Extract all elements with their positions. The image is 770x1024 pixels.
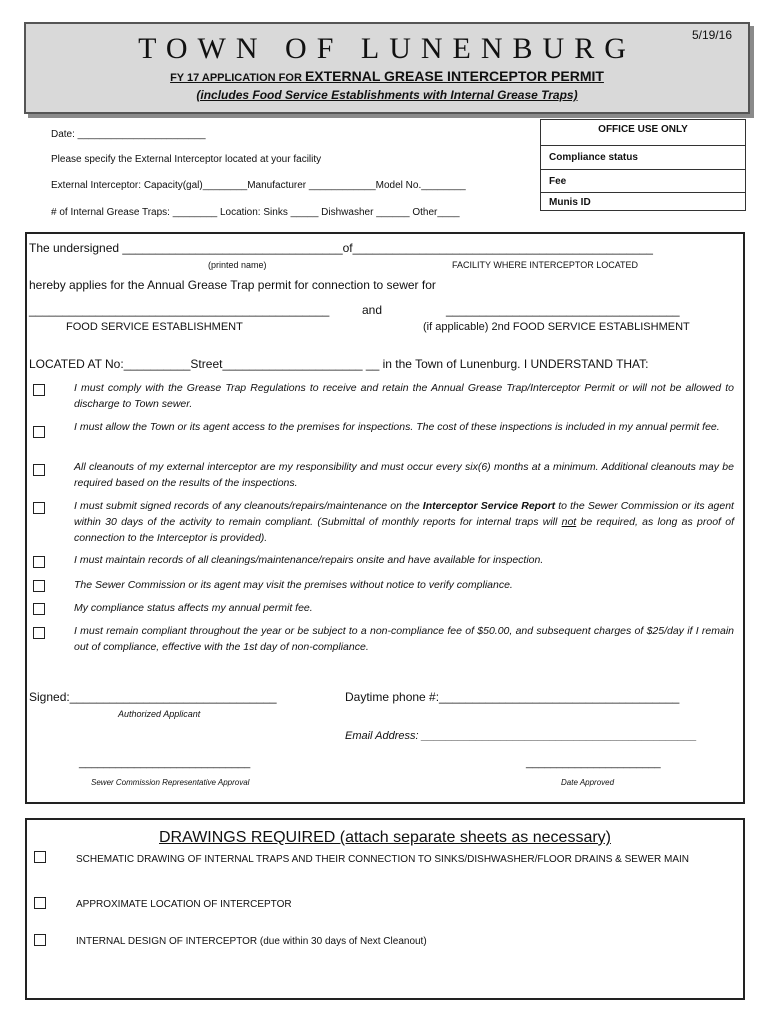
compliance-status-label: Compliance status: [549, 152, 638, 163]
munis-id-label: Munis ID: [549, 197, 591, 208]
agreement-item: [74, 600, 734, 616]
agreement-checkbox[interactable]: [33, 426, 45, 438]
agreement-checkbox[interactable]: [33, 627, 45, 639]
facility-label: FACILITY WHERE INTERCEPTOR LOCATED: [452, 260, 639, 270]
agreement-item: [74, 577, 734, 593]
drawing-checkbox[interactable]: [34, 851, 46, 863]
applies-text: hereby applies for the Annual Grease Trap permit for connection to sewer for: [29, 278, 436, 292]
agreement-text: I must submit signed records of any cleanouts/repairs/maintenance on the: [74, 500, 423, 512]
printed-name-label: (printed name): [208, 260, 267, 270]
agreement-checkbox[interactable]: [33, 502, 45, 514]
drawings-title: DRAWINGS REQUIRED (attach separate sheets as necessary): [159, 829, 611, 846]
office-divider: [541, 145, 745, 146]
header-banner: [24, 22, 750, 114]
office-use-title: OFFICE USE ONLY: [598, 124, 688, 135]
signed-field[interactable]: Signed:_______________________________: [29, 690, 277, 704]
agreement-checkbox[interactable]: [33, 580, 45, 592]
subtitle-part-b: EXTERNAL GREASE INTERCEPTOR PERMIT: [304, 68, 604, 84]
specify-text: Please specify the External Interceptor located at your facility: [51, 154, 322, 165]
agreement-text: to the Sewer Commission or its agent within 30 days of the activity to remain compliant. (Submittal of monthly reports for internal traps will: [74, 500, 734, 528]
authorized-applicant-label: Authorized Applicant: [118, 709, 201, 719]
date-approved-line[interactable]: ______________________: [526, 757, 661, 769]
agreement-item: [74, 459, 734, 491]
drawing-item: INTERNAL DESIGN OF INTERCEPTOR (due within 30 days of Next Cleanout): [76, 936, 427, 947]
traps-field[interactable]: # of Internal Grease Traps: ________ Location: Sinks _____ Dishwasher ______ Other____: [51, 207, 460, 218]
fse-blank[interactable]: _____________________________________________: [29, 303, 330, 317]
rep-approval-label: Sewer Commission Representative Approval: [91, 778, 250, 787]
form-subtitle-note: (includes Food Service Establishments with Internal Grease Traps): [196, 88, 578, 102]
service-report-term: Interceptor Service Report: [422, 500, 556, 512]
located-field[interactable]: LOCATED AT No:__________Street_____________________ __ in the Town of Lunenburg. I UNDERSTAND THAT:: [29, 357, 649, 371]
agreement-text: I must maintain records of all cleanings/maintenance/repairs onsite and have available for inspection.: [74, 554, 544, 566]
drawing-item: APPROXIMATE LOCATION OF INTERCEPTOR: [76, 899, 292, 910]
rep-approval-line[interactable]: ____________________________: [79, 757, 251, 769]
agreement-text: All cleanouts of my external interceptor are my responsibility and must occur every six(6) months at a minimum. Additional cleanouts may be required based on the results of the inspections.: [74, 461, 734, 489]
form-subtitle: [26, 68, 748, 84]
agreement-item: [74, 380, 734, 412]
form-date: 5/19/16: [691, 28, 732, 42]
drawing-item: SCHEMATIC DRAWING OF INTERNAL TRAPS AND THEIR CONNECTION TO SINKS/DISHWASHER/FLOOR DRAINS & SEWER MAIN: [76, 854, 690, 865]
email-field[interactable]: Email Address: _____________________________________________: [345, 730, 697, 742]
agreement-checkbox[interactable]: [33, 384, 45, 396]
agreement-text: be required, as long as proof of connection to the Interceptor is provided).: [74, 516, 735, 544]
office-use-box: [540, 119, 746, 211]
agreement-item: [74, 552, 734, 568]
agreement-text: My compliance status affects my annual permit fee.: [74, 602, 313, 614]
fse2-label: (if applicable) 2nd FOOD SERVICE ESTABLISHMENT: [423, 321, 690, 333]
agreement-item: [74, 419, 734, 435]
office-divider: [541, 169, 745, 170]
agreement-text: I must remain compliant throughout the year or be subject to a non-compliance fee of $50.00, and subsequent charges of $25/day if I remain out of compliance, effective with the 1st day of non-compliance.: [74, 625, 734, 653]
agreement-text: I must allow the Town or its agent access to the premises for inspections. The cost of these inspections is included in my annual permit fee.: [74, 421, 720, 433]
drawing-checkbox[interactable]: [34, 934, 46, 946]
agreement-item: [74, 623, 734, 655]
town-title: TOWN OF LUNENBURG: [138, 32, 636, 65]
and-text: and: [362, 303, 383, 317]
drawing-checkbox[interactable]: [34, 897, 46, 909]
fee-label: Fee: [549, 176, 567, 187]
agreement-checkbox[interactable]: [33, 556, 45, 568]
fse2-blank[interactable]: ___________________________________: [446, 303, 680, 317]
subtitle-part-a: FY 17 APPLICATION FOR: [170, 72, 305, 84]
fse-label: FOOD SERVICE ESTABLISHMENT: [66, 321, 243, 333]
interceptor-field[interactable]: External Interceptor: Capacity(gal)________Manufacturer ____________Model No.________: [51, 180, 466, 191]
undersigned-field[interactable]: The undersigned _________________________________of_____________________________________________: [29, 241, 653, 255]
agreement-checkbox[interactable]: [33, 464, 45, 476]
not-emphasis: not: [561, 516, 577, 528]
agreement-text: I must comply with the Grease Trap Regulations to receive and retain the Annual Grease Trap/Interceptor Permit or will not be allowed to discharge to Town sewer.: [74, 382, 734, 410]
agreement-text: The Sewer Commission or its agent may visit the premises without notice to verify compliance.: [74, 579, 513, 591]
agreement-item: [74, 498, 734, 546]
phone-field[interactable]: Daytime phone #:____________________________________: [345, 690, 680, 704]
office-divider: [541, 192, 745, 193]
date-approved-label: Date Approved: [561, 778, 615, 787]
date-field[interactable]: Date: _______________________: [51, 129, 206, 140]
agreement-checkbox[interactable]: [33, 603, 45, 615]
